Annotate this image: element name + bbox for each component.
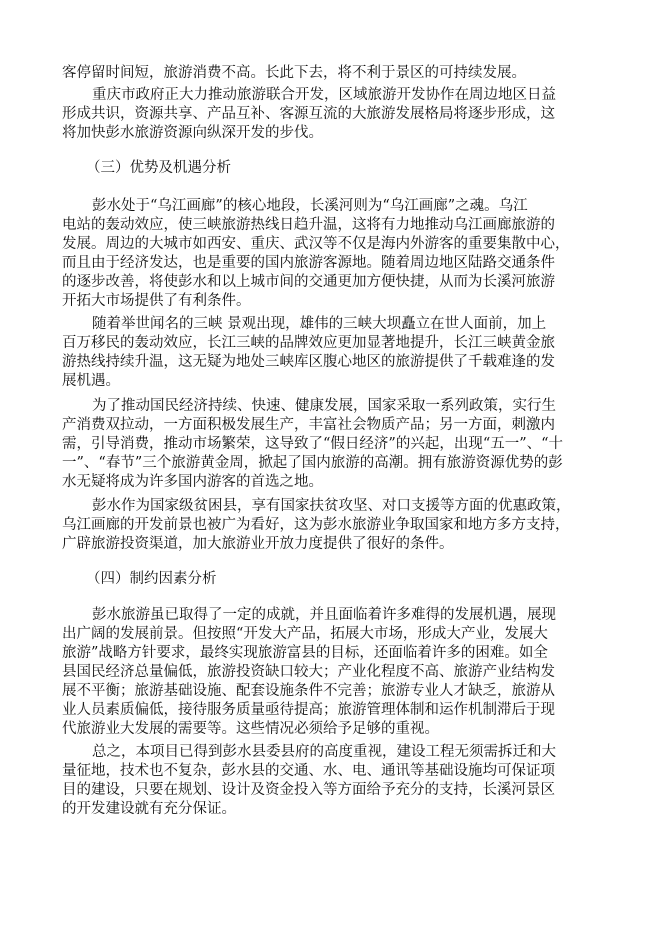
section-3-heading: （三）优势及机遇分析 [86,160,231,176]
s4-p1-line-5: 展不平衡；旅游基础设施、配套设施条件不完善；旅游专业人才缺乏，旅游从 [62,683,555,699]
s3-p1-line-6: 开拓大市场提供了有利条件。 [62,293,251,309]
s3-p4-line-3: 广辟旅游投资渠道，加大旅游业开放力度提供了很好的条件。 [62,536,454,552]
s3-p1-line-4: 而且由于经济发达，也是重要的国内旅游客源地。随着周边地区陆路交通条件 [62,255,555,271]
s4-p1-line-4: 县国民经济总量偏低，旅游投资缺口较大；产业化程度不高、旅游产业结构发 [62,664,555,680]
s3-p3-line-3: 需，引导消费，推动市场繁荣，这导致了“假日经济”的兴起，出现“五一”、“十 [62,436,564,452]
s4-p1-line-3: 旅游”战略方针要求，最终实现旅游富县的目标，还面临着许多的困难。如全 [62,645,548,661]
s4-p1-line-2: 出广阔的发展前景。但按照“开发大产品，拓展大市场，形成大产业，发展大 [62,626,548,642]
s3-p2-line-1: 随着举世闻名的三峡 景观出现，雄伟的三峡大坝矗立在世人面前，加上 [92,316,547,332]
s3-p1-line-2: 电站的轰动效应，使三峡旅游热线日趋升温，这将有力地推动乌江画廊旅游的 [62,217,555,233]
s3-p1-line-5: 的逐步改善，将使彭水和以上城市间的交通更加方便快捷，从而为长溪河旅游 [62,274,555,290]
s3-p3-line-4: 一”、“春节”三个旅游黄金周，掀起了国内旅游的高潮。拥有旅游资源优势的彭 [62,455,563,471]
section-4-heading: （四）制约因素分析 [86,571,217,587]
intro-p1-line-1: 客停留时间短，旅游消费不高。长此下去，将不利于景区的可持续发展。 [62,65,526,81]
intro-p2-line-3: 将加快彭水旅游资源向纵深开发的步伐。 [62,125,323,141]
s4-p2-line-4: 的开发建设就有充分保证。 [62,801,236,817]
s4-p2-line-3: 目的建设，只要在规划、设计及资金投入等方面给予充分的支持，长溪河景区 [62,782,555,798]
s3-p2-line-4: 展机遇。 [62,373,120,389]
s3-p4-line-1: 彭水作为国家级贫困县，享有国家扶贫攻坚、对口支援等方面的优惠政策， [92,498,571,514]
s4-p2-line-1: 总之，本项目已得到彭水县委县府的高度重视，建设工程无须需拆迁和大 [92,744,556,760]
s3-p1-line-1: 彭水处于“乌江画廊”的核心地段，长溪河则为“乌江画廊”之魂。乌江 [92,198,528,214]
s3-p2-line-3: 游热线持续升温，这无疑为地处三峡库区腹心地区的旅游提供了千载难逢的发 [62,354,555,370]
s4-p1-line-6: 业人员素质偏低，接待服务质量亟待提高；旅游管理体制和运作机制滞后于现 [62,702,555,718]
s3-p4-line-2: 乌江画廊的开发前景也被广为看好，这为彭水旅游业争取国家和地方多方支持， [62,517,570,533]
s3-p1-line-3: 发展。周边的大城市如西安、重庆、武汉等不仅是海内外游客的重要集散中心， [62,236,570,252]
intro-p2-line-1: 重庆市政府正大力推动旅游联合开发，区域旅游开发协作在周边地区日益 [92,87,556,103]
s4-p1-line-1: 彭水旅游虽已取得了一定的成就，并且面临着许多难得的发展机遇，展现 [92,607,556,623]
s4-p2-line-2: 量征地，技术也不复杂，彭水县的交通、水、电、通讯等基础设施均可保证项 [62,763,555,779]
s4-p1-line-7: 代旅游业大发展的需要等。这些情况必须给予足够的重视。 [62,721,439,737]
intro-p2-line-2: 形成共识，资源共享、产品互补、客源互流的大旅游发展格局将逐步形成，这 [62,106,555,122]
s3-p2-line-2: 百万移民的轰动效应，长江三峡的品牌效应更加显著地提升，长江三峡黄金旅 [62,335,555,351]
s3-p3-line-1: 为了推动国民经济持续、快速、健康发展，国家采取一系列政策，实行生 [92,398,556,414]
s3-p3-line-5: 水无疑将成为许多国内游客的首选之地。 [62,474,323,490]
s3-p3-line-2: 产消费双拉动，一方面积极发展生产，丰富社会物质产品；另一方面，刺激内 [62,417,555,433]
